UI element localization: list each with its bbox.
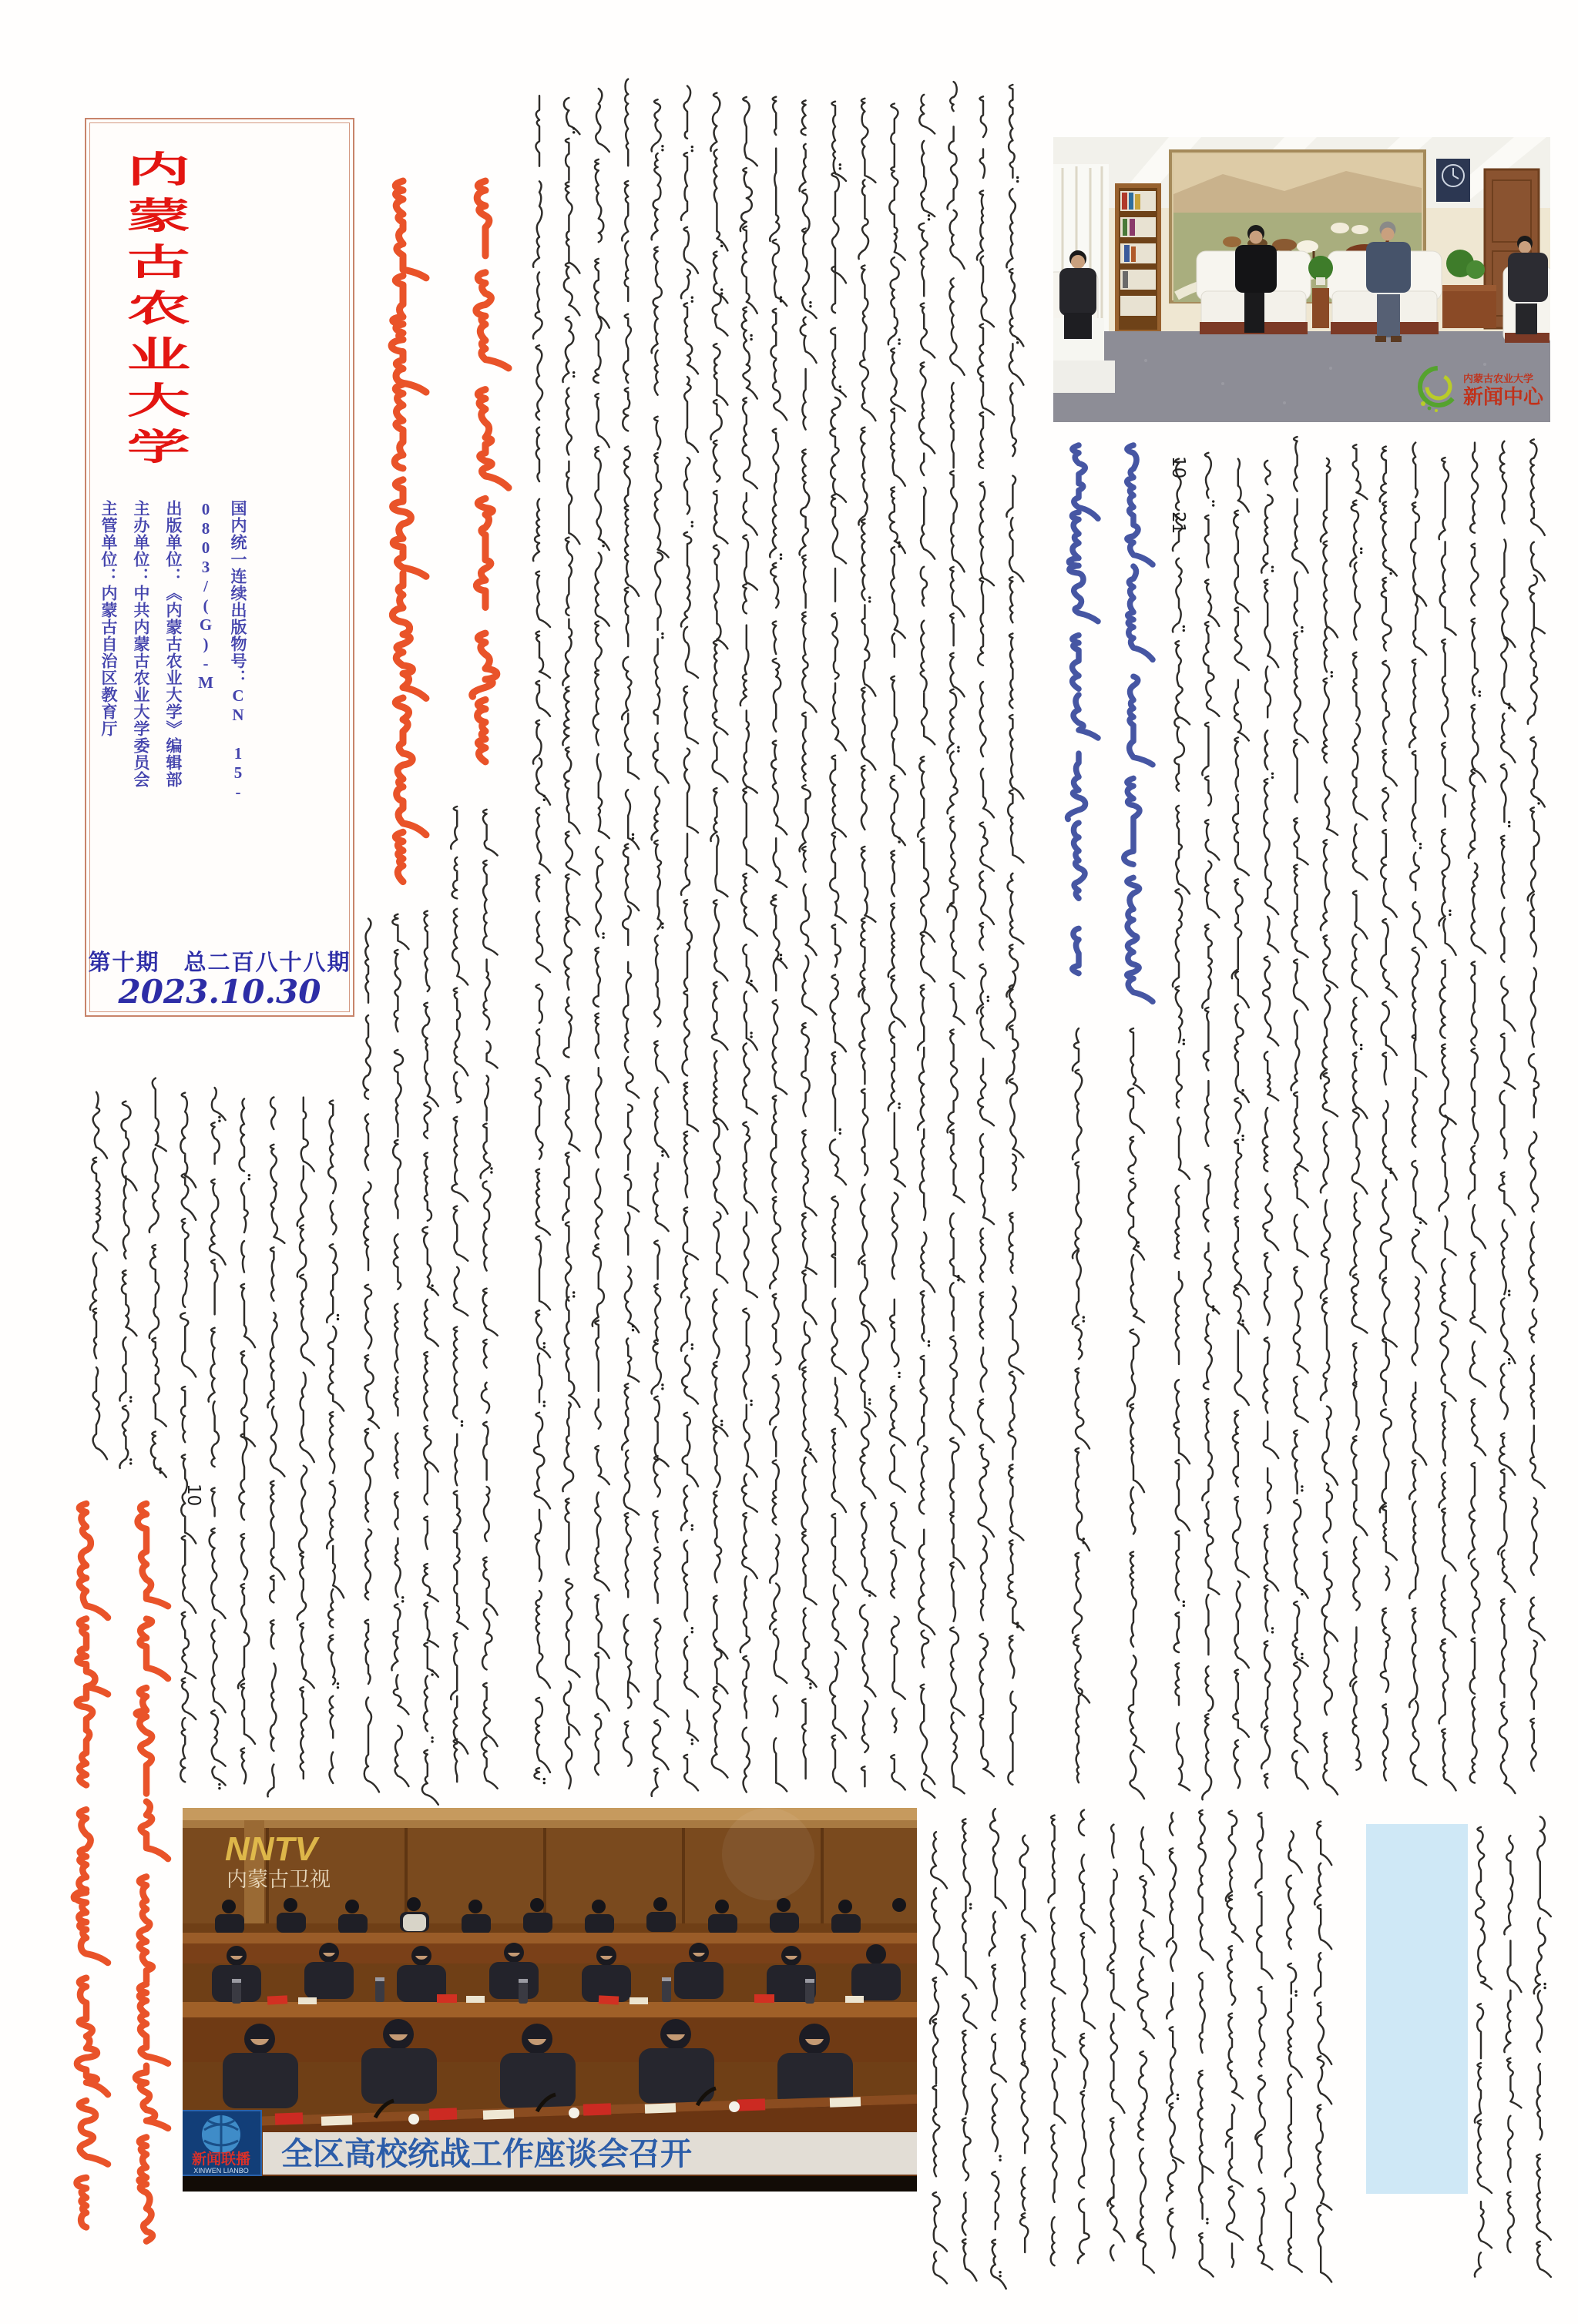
pub-info-line-cn-number: 国内统一连续出版物号：CN 15-0803/(G)-M — [196, 500, 247, 802]
pub-info-line-publisher: 出版单位：《内蒙古农业大学》编辑部 — [164, 500, 183, 788]
colophon-box — [1366, 1824, 1468, 2194]
pub-info-line-organizer: 主办单位：中共内蒙古农业大学委员会 — [132, 500, 150, 788]
xinwen-lianbo-badge — [183, 2111, 261, 2175]
publication-info — [92, 500, 254, 953]
photo-conference — [183, 1808, 917, 2192]
masthead-box — [85, 118, 354, 1017]
caption-text: 全区高校统战工作座谈会召开 — [281, 2136, 692, 2171]
issue-number-line: 第十期 总二百八十八期 — [88, 951, 351, 975]
nntv-watermark-cn: 内蒙古卫视 — [227, 1868, 331, 1891]
news-center-logo-line1: 内蒙古农业大学 — [1463, 373, 1534, 384]
bookshelf — [1115, 183, 1161, 334]
nntv-watermark-text: NNTV — [225, 1830, 317, 1868]
issue-date: 2023.10.30 — [118, 973, 321, 1011]
inline-number: 10 — [183, 1484, 203, 1507]
nntv-watermark — [225, 1830, 331, 1891]
pub-info-line-supervisor: 主管单位：内蒙古自治区教育厅 — [99, 500, 118, 737]
photo-meeting-room — [1053, 137, 1550, 422]
inline-number: 21 — [1168, 511, 1188, 535]
badge-subtitle: XINWEN LIANBO — [193, 2167, 249, 2175]
news-center-logo-line2: 新闻中心 — [1463, 385, 1544, 408]
badge-title: 新闻联播 — [191, 2151, 251, 2168]
wall-clock — [1436, 159, 1470, 202]
newspaper-title-chinese: 内蒙古农业大学 — [117, 150, 188, 474]
inline-number: 10 — [1168, 456, 1188, 479]
